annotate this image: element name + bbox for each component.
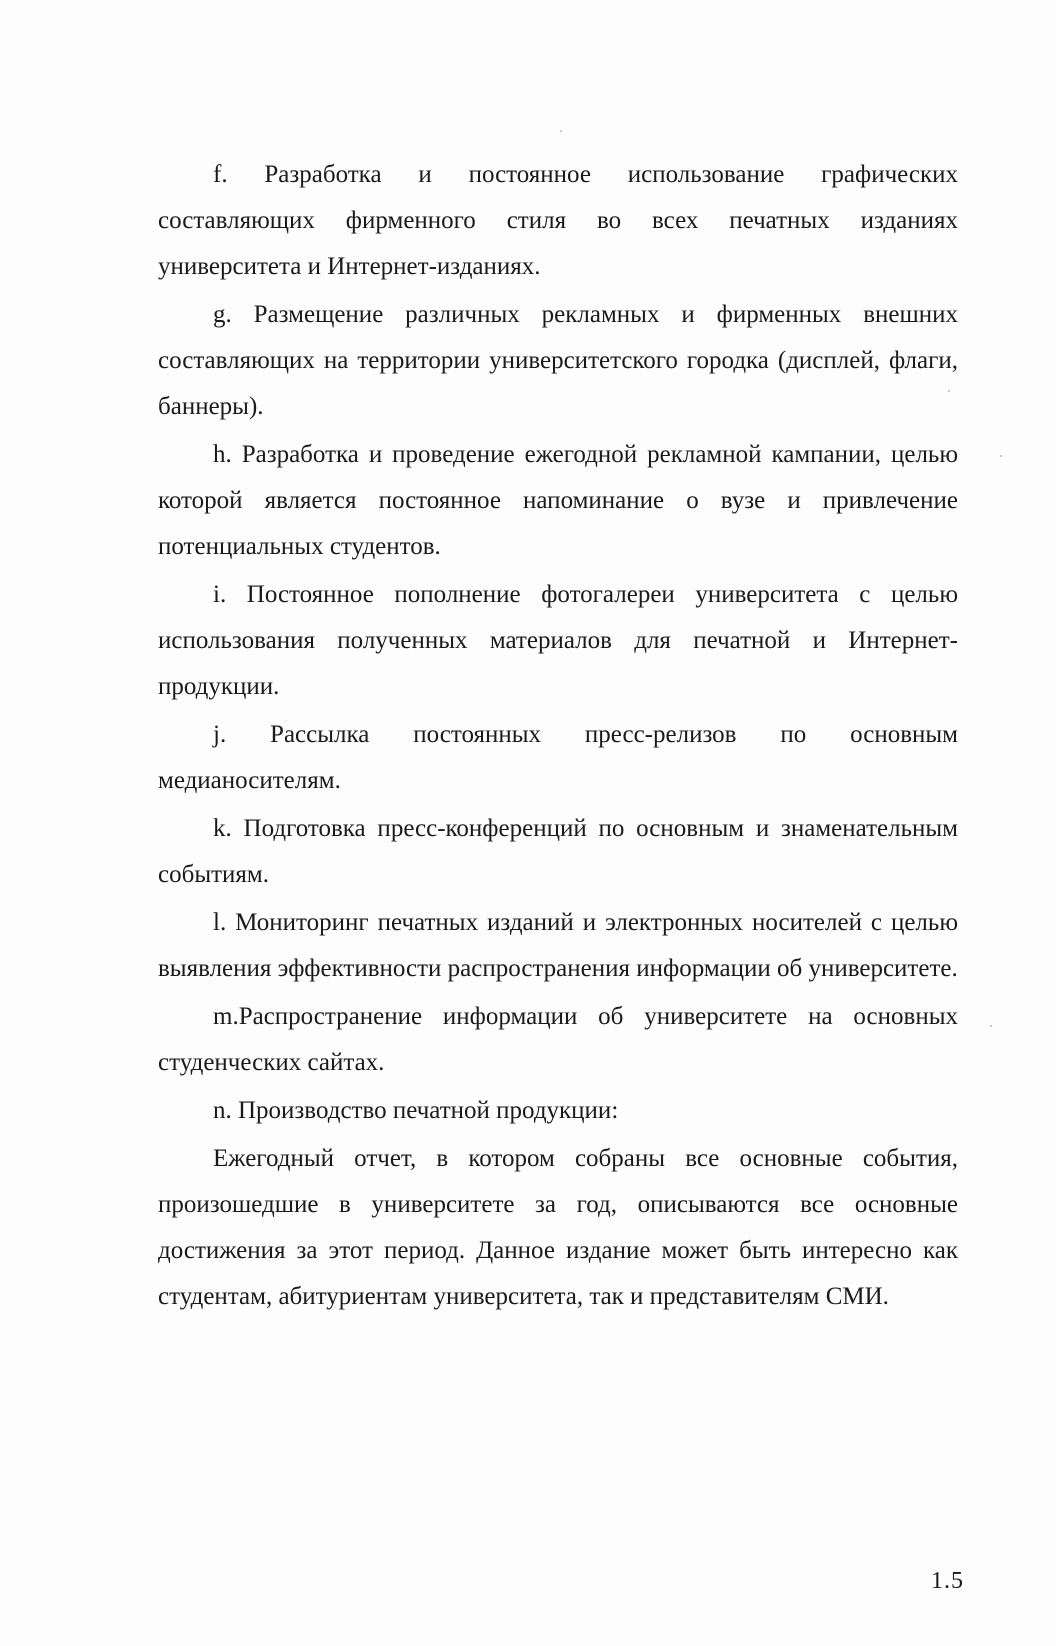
scan-speck [990,1025,992,1027]
paragraph-i: i. Постоянное пополнение фотогалереи университета с целью использования полученных материалов для печатной и Интернет-продукции. [158,581,958,700]
page-number: 1.5 [931,1568,964,1594]
paragraph-annual-report: Ежегодный отчет, в котором собраны все основные события, произошедшие в университете за год, описываются все основные достижения за этот период. Данное издание может быть интересно как студентам, абитуриентам университета, так и представителям СМИ. [158,1145,958,1310]
paragraph-m: m.Распространение информации об университете на основных студенческих сайтах. [158,1003,958,1076]
paragraph-g: g. Размещение различных рекламных и фирменных внешних составляющих на территории университетского городка (дисплей, флаги, баннеры). [158,301,958,420]
document-body [158,152,958,1322]
paragraph-f: f. Разработка и постоянное использование графических составляющих фирменного стиля во всех печатных изданиях университета и Интернет-изданиях. [158,161,958,280]
paragraph-n: n. Производство печатной продукции: [213,1097,619,1124]
paragraph-k: k. Подготовка пресс-конференций по основным и знаменательным событиям. [158,815,958,888]
scan-speck [948,390,950,392]
scan-speck [560,130,562,132]
scan-speck [1000,455,1002,457]
paragraph-j: j. Рассылка постоянных пресс-релизов по основным медианосителям. [158,721,958,794]
paragraph-l: l. Мониторинг печатных изданий и электронных носителей с целью выявления эффективности распространения информации об университете. [158,909,958,982]
paragraph-h: h. Разработка и проведение ежегодной рекламной кампании, целью которой является постоянное напоминание о вузе и привлечение потенциальных студентов. [158,441,958,560]
